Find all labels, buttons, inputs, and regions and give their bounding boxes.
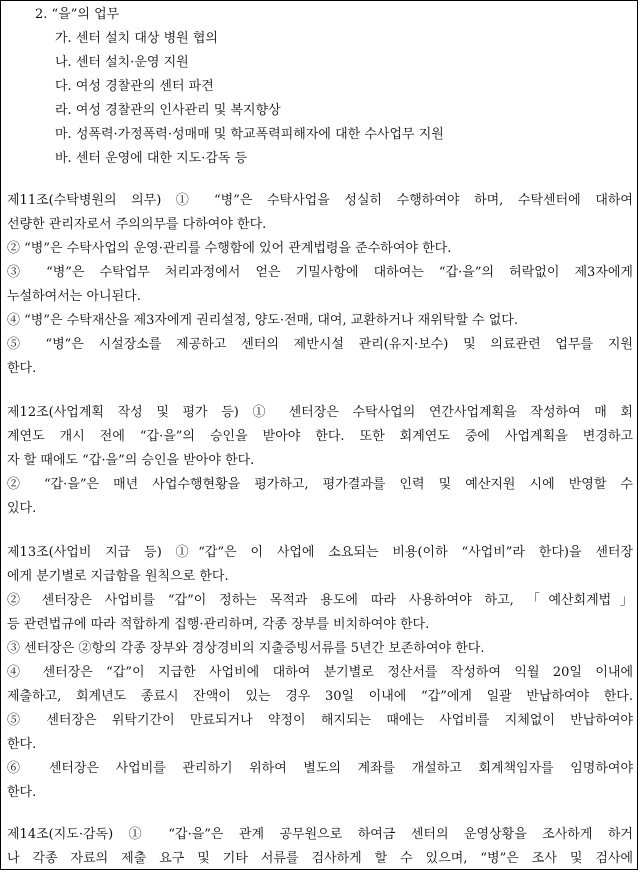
article-11-line: 제11조(수탁병원의 의무) ① “병”은 수탁사업을 성실히 수행하여야 하며, 수탁센터에 대하여 <box>7 193 633 208</box>
article-13-line: ④ 센터장은 “갑”이 지급한 사업비에 대하여 분기별로 정산서를 작성하여 익월 20일 이내에 <box>7 665 633 680</box>
article-13-line: ⑥ 센터장은 사업비를 관리하기 위하여 별도의 계좌를 개설하고 회계책임자를 임명하여야 <box>7 761 633 776</box>
article-12-line: 제12조(사업계획 작성 및 평가 등) ① 센터장은 수탁사업의 연간사업계획을 작성하여 매 회 <box>7 405 633 420</box>
article-12-line: 계연도 개시 전에 “갑·을”의 승인을 받아야 한다. 또한 회계연도 중에 사업계획을 변경하고 <box>7 429 633 444</box>
article-14-line: 제14조(지도·감독) ① “갑·을”은 관계 공무원으로 하여금 센터의 운영상황을 조사하게 하거 <box>7 827 633 842</box>
article-13-line: 한다. <box>7 737 37 752</box>
section-heading: 2. “을”의 업무 <box>35 7 120 22</box>
article-11-line: 한다. <box>7 361 37 376</box>
article-11-line: ② “병”은 수탁사업의 운영·관리를 수행함에 있어 관계법령을 준수하여야 한다. <box>7 241 452 256</box>
article-14-line: 나 각종 자료의 제출 요구 및 기타 서류를 검사하게 할 수 있으며, “병”은 조사 및 검사에 <box>7 851 633 866</box>
article-13-line: 에게 분기별로 지급함을 원칙으로 한다. <box>7 569 229 584</box>
article-11-line: ④ “병”은 수탁재산을 제3자에게 권리설정, 양도·전매, 대여, 교환하거나 재위탁할 수 없다. <box>7 313 518 328</box>
article-13-line: ③ 센터장은 ②항의 각종 장부와 경상경비의 지출증빙서류를 5년간 보존하여야 한다. <box>7 641 485 656</box>
list-item: 나. 센터 설치·운영 지원 <box>55 55 189 70</box>
article-11-line: 선량한 관리자로서 주의의무를 다하여야 한다. <box>7 217 267 232</box>
article-11-line: 누설하여서는 아니된다. <box>7 289 141 304</box>
article-13-line: ⑤ 센터장은 위탁기간이 만료되거나 약정이 해지되는 때에는 사업비를 지체없이 반납하여야 <box>7 713 633 728</box>
article-13-line: 제출하고, 회계년도 종료시 잔액이 있는 경우 30일 이내에 “갑”에게 일괄 반납하여야 한다. <box>7 689 633 704</box>
article-12-line: 자 할 때에도 “갑·을”의 승인을 받아야 한다. <box>7 453 255 468</box>
list-item: 바. 센터 운영에 대한 지도·감독 등 <box>55 151 248 166</box>
article-13-line: ② 센터장은 사업비를 “갑”이 정하는 목적과 용도에 따라 사용하여야 하고, 「예산회계법」 <box>7 593 633 608</box>
article-12-line: ② “갑·을”은 매년 사업수행현황을 평가하고, 평가결과를 인력 및 예산지원 시에 반영할 수 <box>7 477 633 492</box>
article-13-line: 제13조(사업비 지급 등) ①“갑”은 이 사업에 소요되는 비용(이하 “사업비”라 한다)을 센터장 <box>7 545 633 560</box>
list-item: 가. 센터 설치 대상 병원 협의 <box>55 31 218 46</box>
article-12-line: 있다. <box>7 501 37 516</box>
list-item: 다. 여성 경찰관의 센터 파견 <box>55 79 214 94</box>
article-13-line: 한다. <box>7 785 37 800</box>
list-item: 라. 여성 경찰관의 인사관리 및 복지향상 <box>55 103 281 118</box>
list-item: 마. 성폭력·가정폭력·성매매 및 학교폭력피해자에 대한 수사업무 지원 <box>55 127 444 142</box>
article-11-line: ⑤ “병”은 시설장소를 제공하고 센터의 제반시설 관리(유지·보수) 및 의료관련 업무를 지원 <box>7 337 633 352</box>
article-13-line: 등 관련법규에 따라 적합하게 집행·관리하며, 각종 장부를 비치하여야 한다. <box>7 617 430 632</box>
article-11-line: ③ “병”은 수탁업무 처리과정에서 얻은 기밀사항에 대하여는 “갑·을”의 허락없이 제3자에게 <box>7 265 633 280</box>
